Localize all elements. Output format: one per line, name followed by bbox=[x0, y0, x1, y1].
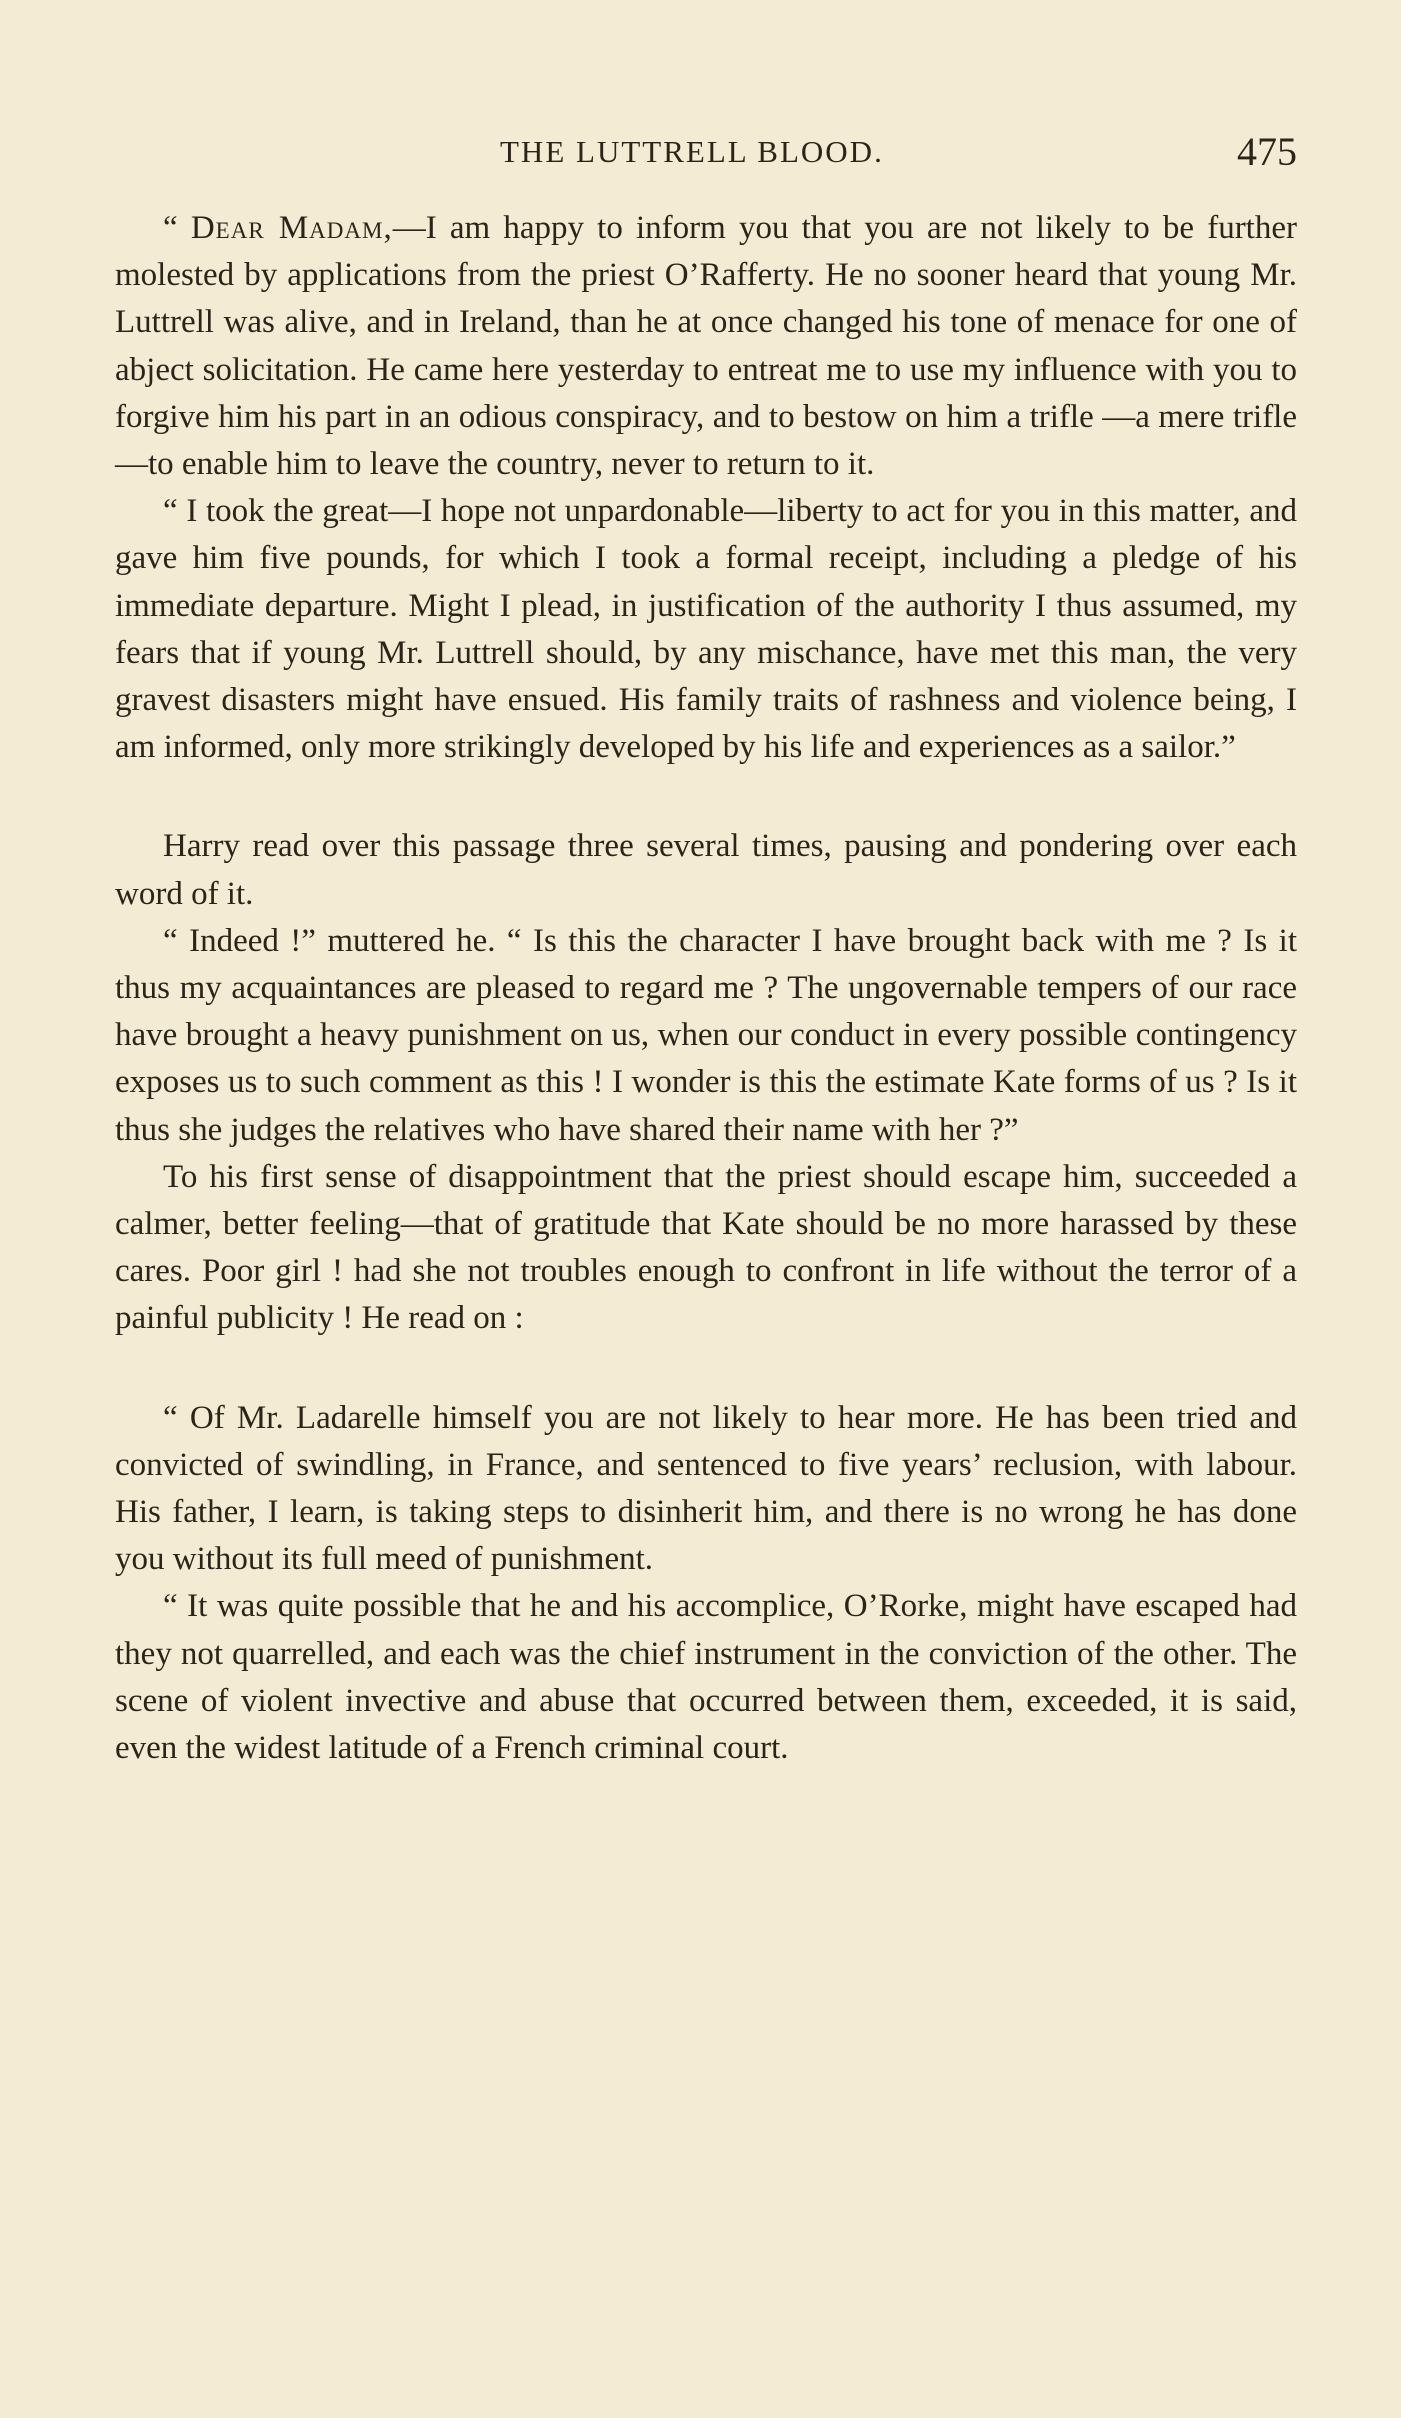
paragraph: “ I took the great—I hope not unpardonable—liberty to act for you in this matter, and gave him five pounds, for which I took a formal receipt, including a pledge of his immediate departure. Might I plead, in justification of the authority I thus assumed, my fears that if young Mr. Luttrell should, by any mischance, have met this man, the very gravest disasters might have ensued. His family traits of rashness and violence being, I am informed, only more strikingly developed by his life and experiences as a sailor.” bbox=[115, 493, 1297, 766]
section-gap bbox=[115, 771, 1297, 823]
opening-quote: “ bbox=[163, 210, 191, 246]
paragraph: “ Indeed !” muttered he. “ Is this the character I have brought back with me ? Is it thus my acquaintances are pleased to regard me ? The ungovernable tempers of our race have brought a heavy punishment on us, when our conduct in every possible contingency exposes us to such comment as this ! I wonder is this the estimate Kate forms of us ? Is it thus she judges the relatives who have shared their name with her ?” bbox=[115, 922, 1297, 1148]
paragraph: “ It was quite possible that he and his accomplice, O’Rorke, might have escaped had they not quarrelled, and each was the chief instrument in the conviction of the other. The scene of violent invective and abuse that occurred between them, exceeded, it is said, even the widest latitude of a French criminal court. bbox=[115, 1588, 1297, 1767]
salutation: Dear Madam, bbox=[190, 210, 393, 246]
paragraph-text: —I am happy to inform you that you are not likely to be further molested by applications from the priest O’Rafferty. He no sooner heard that young Mr. Luttrell was alive, and in Ireland, than he at once changed his tone of menace for one of abject solicitation. He came here yesterday to entreat me to use my influence with you to forgive him his part in an odious conspiracy, and to bestow on him a trifle —a mere trifle—to enable him to leave the country, never to return to it. bbox=[115, 210, 1297, 483]
text-body bbox=[115, 205, 1297, 1772]
paragraph: To his first sense of disappointment that the priest should escape him, succeeded a calmer, better feeling—that of gratitude that Kate should be no more harassed by these cares. Poor girl ! had she not troubles enough to confront in life without the terror of a painful publicity ! He read on : bbox=[115, 1158, 1297, 1337]
paragraph-letter-opening bbox=[115, 205, 1297, 488]
page-header bbox=[115, 128, 1297, 178]
running-title: THE LUTTRELL BLOOD. bbox=[500, 134, 884, 169]
paragraph: “ Of Mr. Ladarelle himself you are not likely to hear more. He has been tried and convicted of swindling, in France, and sentenced to five years’ reclusion, with labour. His father, I learn, is taking steps to disinherit him, and there is no wrong he has done you without its full meed of punishment. bbox=[115, 1399, 1297, 1578]
paragraph: Harry read over this passage three several times, pausing and pondering over each word of it. bbox=[115, 828, 1297, 912]
page-number: 475 bbox=[1237, 129, 1297, 174]
section-gap bbox=[115, 1343, 1297, 1395]
